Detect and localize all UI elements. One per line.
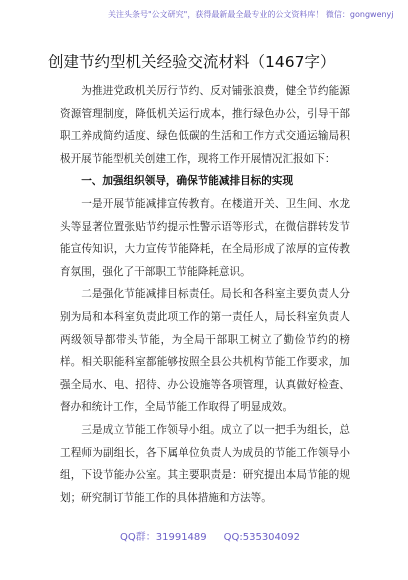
paragraph-3: 三是成立节能工作领导小组。成立了以一把手为组长，总工程师为副组长，各下属单位负责人为成员的节能工作领导小组，下设节能办公室。其主要职责是：研究提出本局节能的规划；研究制订节能工作的具体措施和方法等。 bbox=[60, 423, 350, 504]
document-title: 创建节约型机关经验交流材料（1467字） bbox=[48, 53, 336, 71]
intro-paragraph: 为推进党政机关厉行节约、反对铺张浪费，健全节约能源资源管理制度，降低机关运行成本，推行绿色办公，引导干部职工养成简约适度、绿色低碳的生活和工作方式交通运输局积极开展节能型机关创建工作，现将工作开展情况汇报如下： bbox=[60, 85, 350, 165]
document-body bbox=[60, 80, 350, 509]
paragraph-1: 一是开展节能减排宣传教育。在楼道开关、卫生间、水龙头等显著位置张贴节约提示性警示语等形式，在微信群转发节能宣传知识，大力宣传节能降耗，在全局形成了浓厚的宣传教育氛围，强化了干部职工节能降耗意识。 bbox=[60, 197, 350, 278]
footer bbox=[120, 531, 300, 545]
footer-qq-group: QQ群：31991489 bbox=[120, 532, 207, 543]
promo-banner: 关注头条号"公文研究"，获得最新最全最专业的公文资料库！ 微信：gongwenyj bbox=[108, 10, 394, 19]
section-heading: 一、加强组织领导，确保节能减排目标的实现 bbox=[81, 175, 294, 188]
paragraph-2: 二是强化节能减排目标责任。局长和各科室主要负责人分别为局和本科室负责此项工作的第一责任人，局长科室负责人两级领导都带头节能，为全局干部职工树立了勤俭节约的榜样。相关职能科室都能够按照全县公共机构节能工作要求，加强全局水、电、招待、办公设施等各项管理，认真做好检查、督办和统计工作，全局节能工作取得了明显成效。 bbox=[60, 288, 350, 414]
footer-qq: QQ:535304092 bbox=[223, 532, 300, 543]
